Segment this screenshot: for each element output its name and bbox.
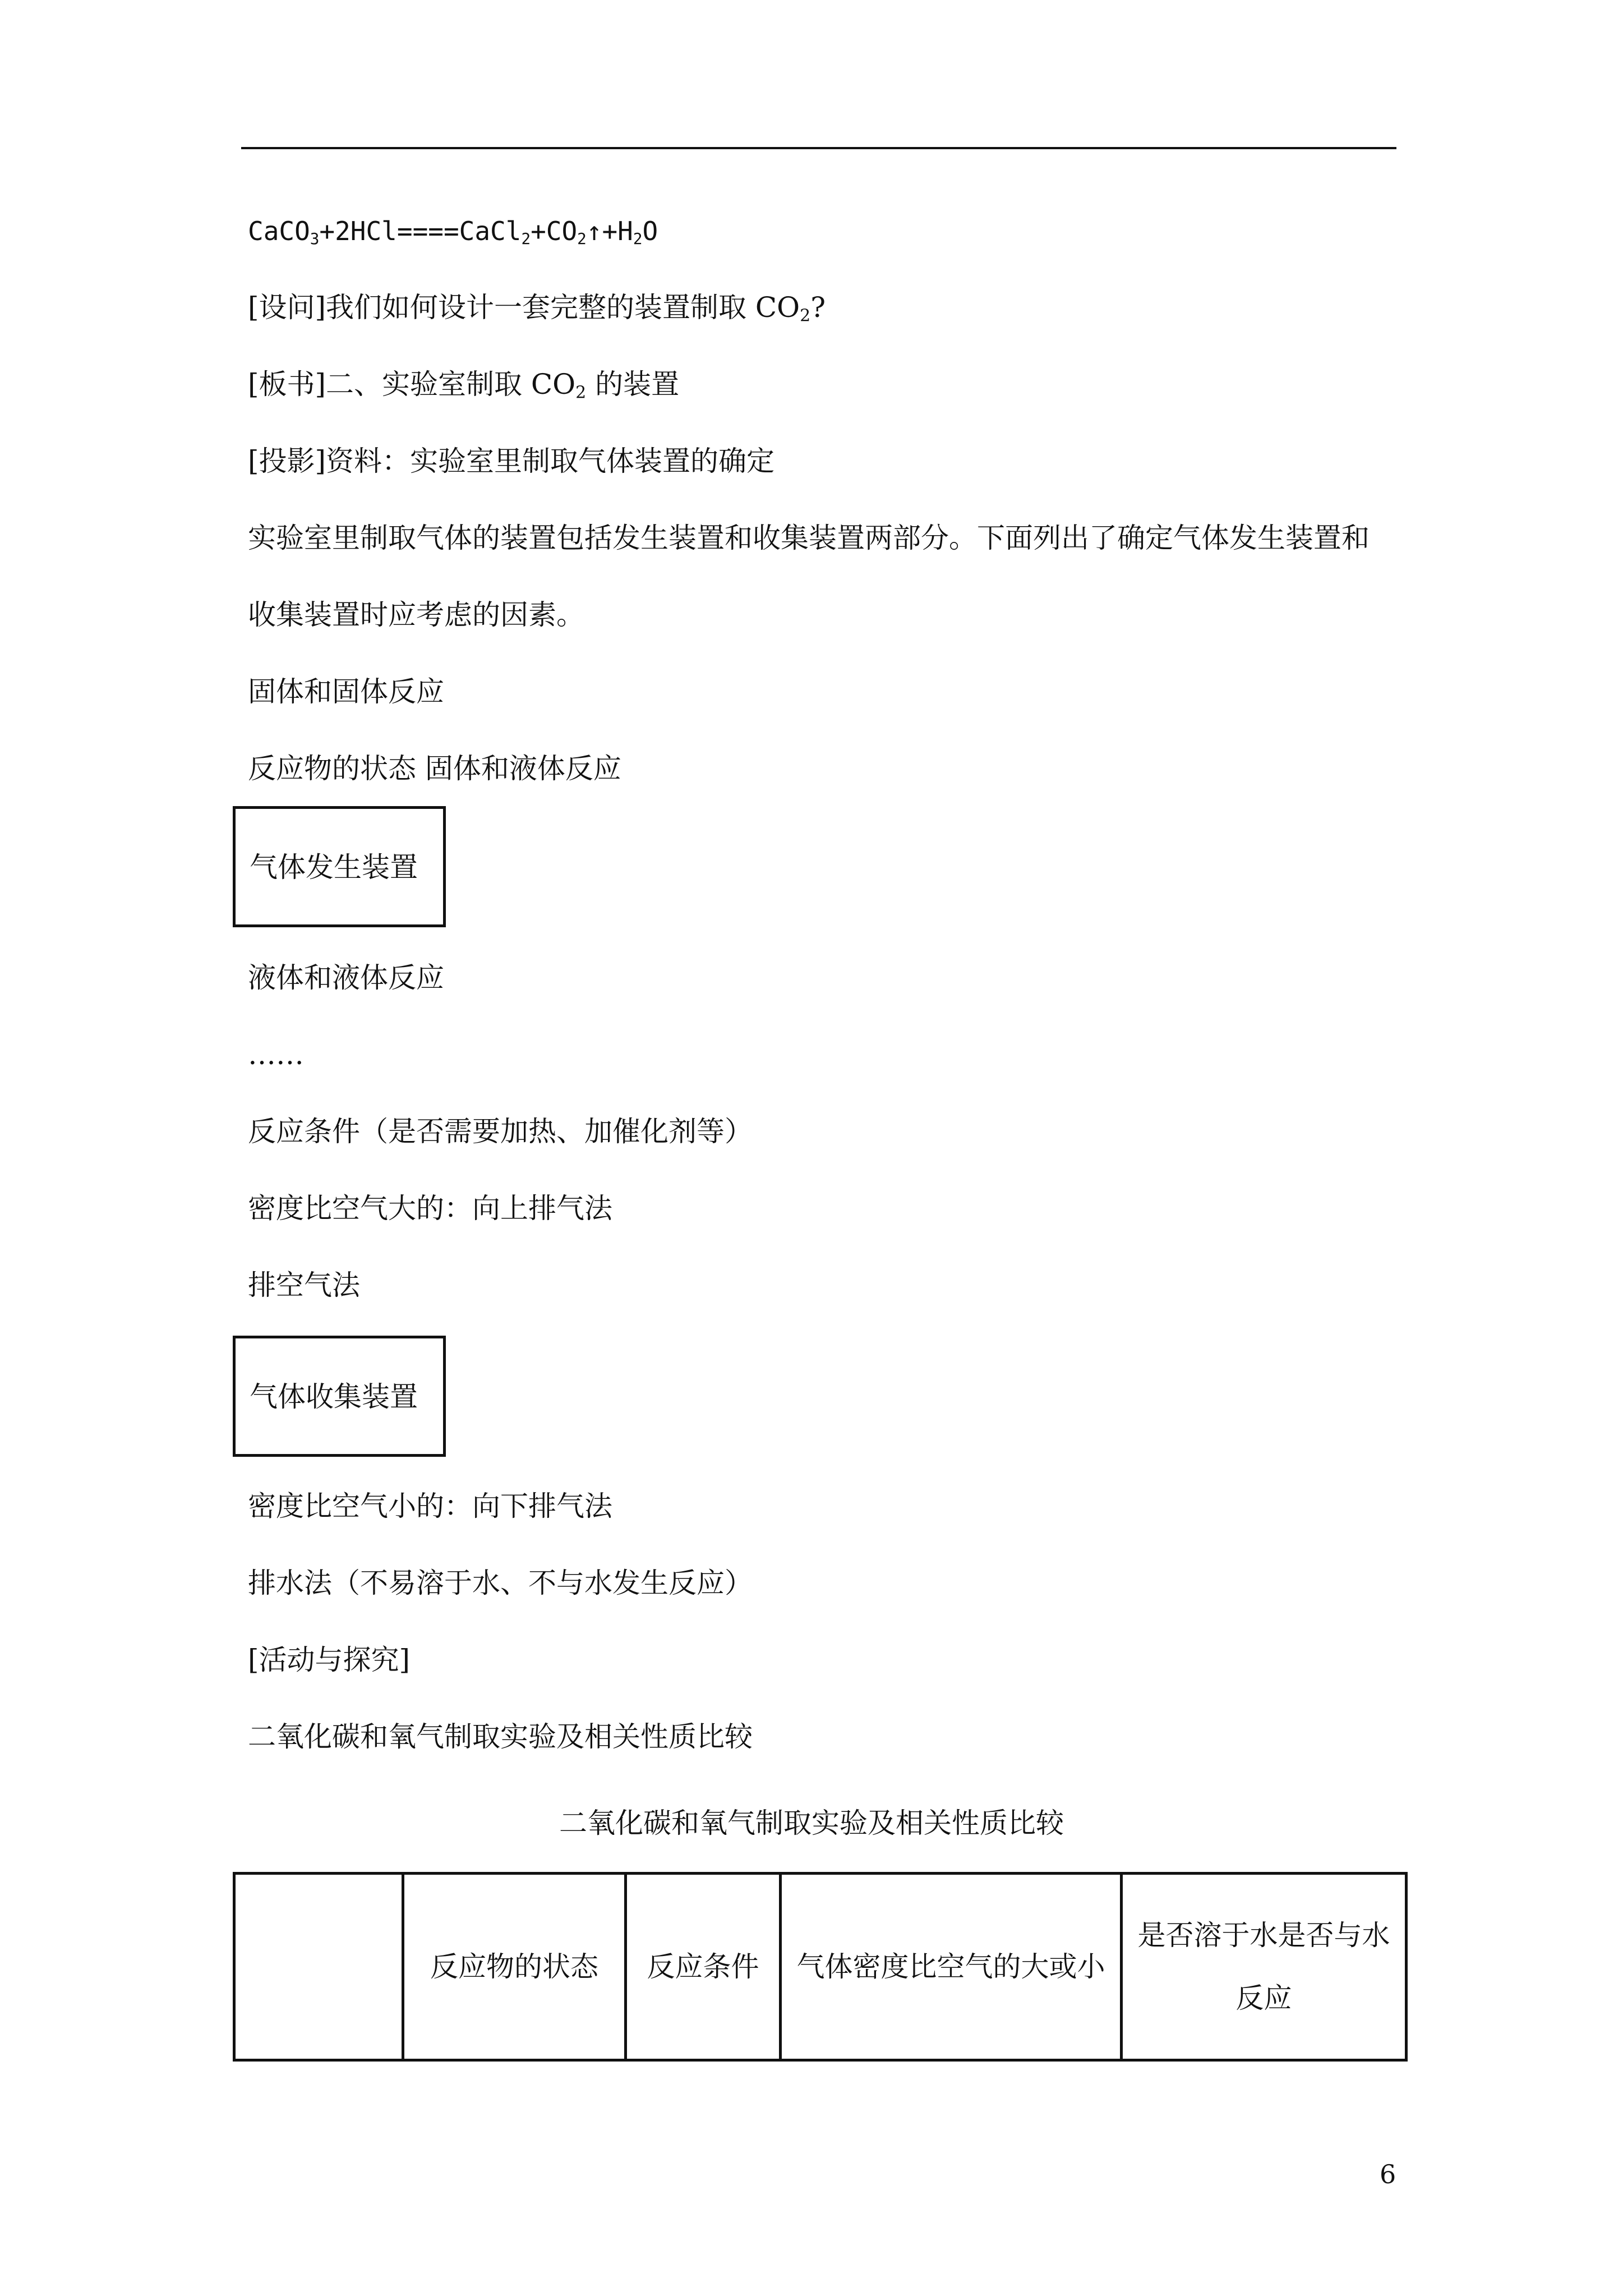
ellipsis-line: …… [248, 1038, 304, 1071]
gas-collection-box [233, 1336, 446, 1457]
table-header-row [234, 1874, 1407, 2060]
intro-line-1: 实验室里制取气体的装置包括发生装置和收集装置两部分。下面列出了确定气体发生装置和 [248, 522, 1370, 554]
gas-generation-label: 气体发生装置 [250, 851, 418, 884]
projection-line: [投影]资料：实验室里制取气体装置的确定 [248, 445, 775, 477]
denser-than-air-line: 密度比空气大的：向上排气法 [248, 1192, 612, 1225]
comparison-heading: 二氧化碳和氧气制取实验及相关性质比较 [248, 1720, 753, 1753]
lighter-than-air-line: 密度比空气小的：向下排气法 [248, 1490, 612, 1522]
air-displacement-line: 排空气法 [248, 1269, 360, 1301]
question-line: [设问]我们如何设计一套完整的装置制取 $CO_2$? [248, 291, 826, 326]
conditions-line: 反应条件（是否需要加热、加催化剂等） [248, 1115, 753, 1148]
water-displacement-line: 排水法（不易溶于水、不与水发生反应） [248, 1567, 753, 1599]
table-header-density: 气体密度比空气的大或小 [781, 1874, 1122, 2060]
page-number: 6 [1380, 2159, 1396, 2189]
gas-collection-label: 气体收集装置 [250, 1381, 418, 1413]
header-rule [241, 147, 1396, 149]
comparison-table [233, 1872, 1408, 2062]
board-line: [板书]二、实验室制取 $CO_2$ 的装置 [248, 368, 680, 403]
activity-heading: [活动与探究] [248, 1644, 411, 1676]
intro-line-2: 收集装置时应考虑的因素。 [248, 599, 584, 631]
liquid-liquid-line: 液体和液体反应 [248, 961, 444, 994]
table-header-solubility: 是否溶于水是否与水反应 [1122, 1874, 1407, 2060]
table-header-empty [234, 1874, 403, 2060]
table-header-reactant-state: 反应物的状态 [403, 1874, 626, 2060]
solid-solid-line: 固体和固体反应 [248, 675, 444, 708]
reactant-state-line: 反应物的状态 固体和液体反应 [248, 752, 621, 785]
table-header-conditions: 反应条件 [626, 1874, 781, 2060]
table-caption: 二氧化碳和氧气制取实验及相关性质比较 [559, 1807, 1064, 1839]
gas-generation-box [233, 806, 446, 927]
chemical-equation: $CaCO_3+2HCl====CaCl_2+CO_2↑+H_2O$ [248, 216, 658, 248]
